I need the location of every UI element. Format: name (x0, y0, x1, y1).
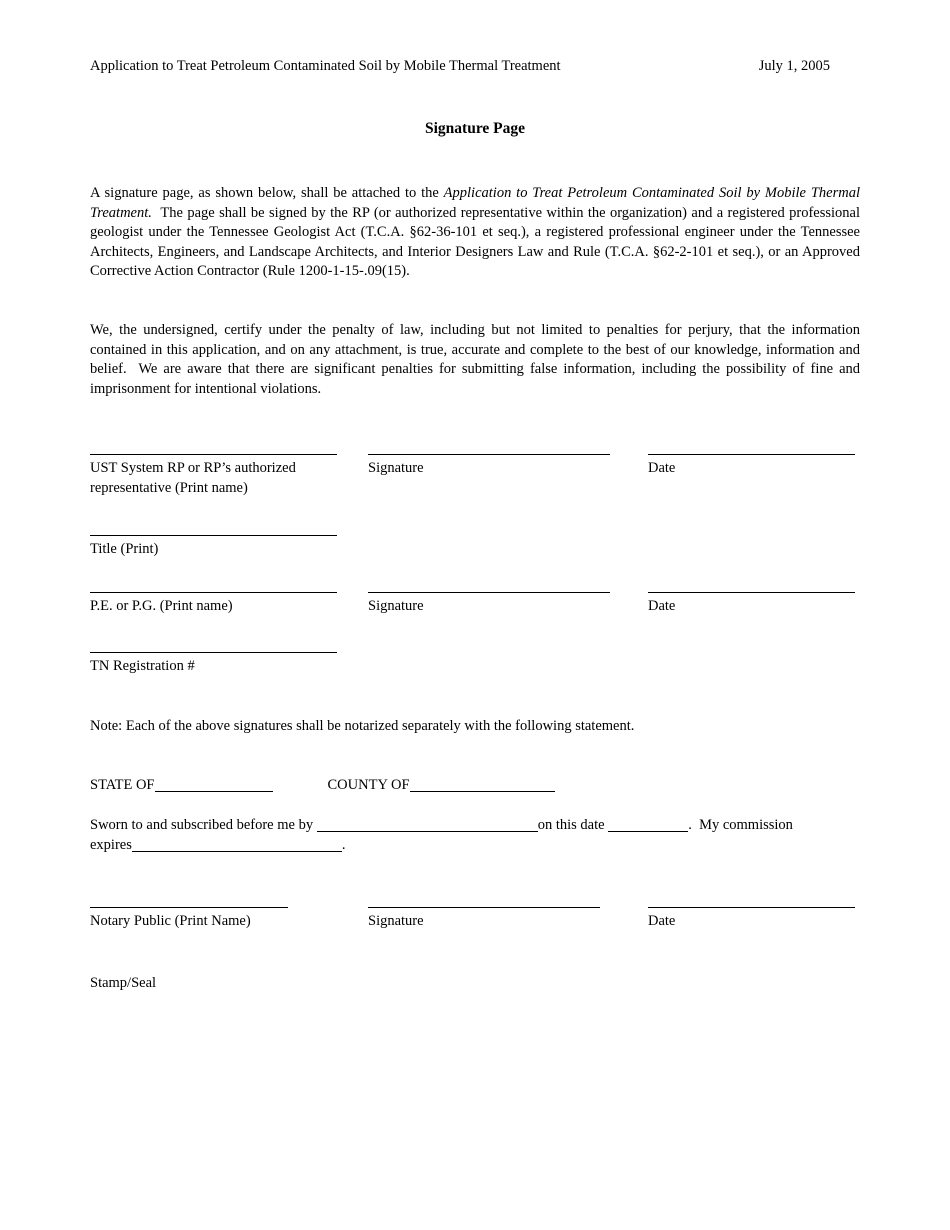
state-of-label: STATE OF (90, 777, 155, 793)
rp-date-column (648, 454, 855, 479)
tn-registration-block (90, 652, 337, 677)
pe-signature-label: Signature (368, 598, 424, 614)
notary-signature-row (90, 907, 860, 967)
rp-signature-row (90, 454, 860, 514)
tn-registration-label: TN Registration # (90, 658, 195, 674)
sworn-text-mid: on this date (537, 817, 609, 833)
rp-title-line (90, 535, 337, 536)
notarization-note: Note: Each of the above signatures shall be notarized separately with the following statement. (90, 718, 635, 734)
page-title: Signature Page (424, 120, 526, 137)
tn-registration-line (90, 652, 337, 653)
pe-date-label: Date (648, 598, 676, 614)
notary-name-label: Notary Public (Print Name) (90, 913, 251, 929)
certification-paragraph: We, the undersigned, certify under the penalty of law, including but not limited to penalties for perjury, that the information contained in this application, and on any attachment, is true, accurate and complete to the best of our knowledge, information and belief. We are aware that there are significant penalties for submitting false information, including the possibility of fine and imprisonment for intentional violations. (90, 322, 864, 397)
rp-title-block (90, 535, 337, 560)
state-county-row (90, 776, 860, 796)
notary-signature-line (368, 907, 600, 908)
expires-blank-line (132, 839, 342, 852)
stamp-seal-label: Stamp/Seal (90, 975, 157, 991)
rp-signature-label: Signature (368, 460, 424, 476)
header-date: July 1, 2005 (758, 58, 830, 74)
page-header (90, 57, 860, 76)
rp-signature-line (368, 454, 610, 455)
intro-text-italic-title: Application to Treat Petroleum Contaminated Soil by Mobile Thermal Treatment. (90, 185, 864, 221)
pe-signature-row (90, 592, 860, 652)
expires-label: expires (90, 836, 132, 853)
pe-signature-line (368, 592, 610, 593)
pe-signature-column (368, 592, 610, 617)
sworn-statement (90, 816, 860, 855)
pe-name-label: P.E. or P.G. (Print name) (90, 598, 233, 614)
intro-paragraph (90, 184, 864, 282)
rp-name-label: UST System RP or RP’s authorized representative (Print name) (90, 460, 296, 496)
rp-name-line (90, 454, 337, 455)
expires-period: . (341, 836, 346, 853)
rp-date-line (648, 454, 855, 455)
county-of-blank-line (410, 779, 555, 792)
rp-signature-column (368, 454, 610, 479)
rp-title-label: Title (Print) (90, 541, 159, 557)
sworn-text-post: . My commission (688, 817, 793, 833)
pe-name-line (90, 592, 337, 593)
notary-name-line (90, 907, 288, 908)
pe-name-column (90, 592, 337, 617)
rp-date-label: Date (648, 460, 676, 476)
county-of-label: COUNTY OF (327, 777, 410, 793)
notary-name-column (90, 907, 288, 932)
pe-date-column (648, 592, 855, 617)
notary-signature-column (368, 907, 600, 932)
notary-date-column (648, 907, 855, 932)
intro-text-post: The page shall be signed by the RP (or authorized representative within the organization) and a registered professional geologist under the Tennessee Geologist Act (T.C.A. §62-36-101 et seq.), a registered professional engineer under the Tennessee Architects, Engineers, and Landscape Architects, and Interior Designers Law and Rule (T.C.A. §62-2-101 et seq.), or an Approved Corrective Action Contractor (Rule 1200-1-15-.09(15). (90, 204, 864, 279)
header-document-title: Application to Treat Petroleum Contaminated Soil by Mobile Thermal Treatment (90, 58, 561, 74)
sworn-statement-line2 (90, 836, 860, 856)
notary-date-label: Date (648, 913, 676, 929)
sworn-statement-line1 (90, 816, 860, 836)
pe-date-line (648, 592, 855, 593)
rp-name-column (90, 454, 337, 498)
notary-signature-label: Signature (368, 913, 424, 929)
sworn-date-blank-line (608, 819, 688, 832)
sworn-text-pre: Sworn to and subscribed before me by (90, 817, 317, 833)
notary-date-line (648, 907, 855, 908)
state-of-blank-line (155, 779, 273, 792)
intro-text-pre: A signature page, as shown below, shall be attached to the (90, 185, 444, 201)
sworn-name-blank-line (317, 819, 538, 832)
